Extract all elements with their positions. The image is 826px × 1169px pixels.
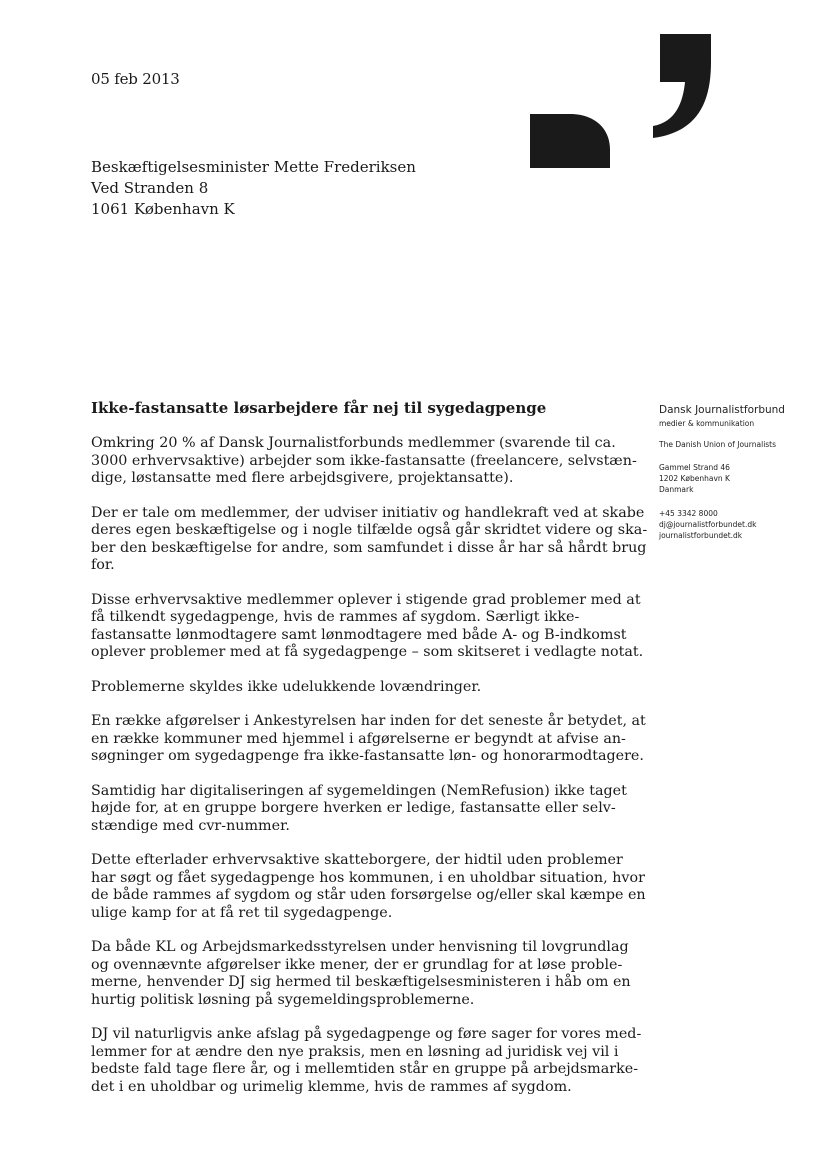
paragraph bbox=[91, 939, 631, 1009]
paragraph-line: bedste fald tage flere år, og i mellemtiden står en gruppe på arbejdsmarke- bbox=[91, 1061, 639, 1077]
paragraph-line: stændige med cvr-nummer. bbox=[91, 817, 290, 834]
sender-country: Danmark bbox=[659, 485, 694, 494]
paragraph-line: ulige kamp for at få ret til sygedagpenge. bbox=[91, 904, 393, 921]
recipient-address bbox=[91, 157, 416, 220]
paragraph-line: de både rammes af sygdom og står uden forsørgelse og/eller skal kæmpe en bbox=[91, 887, 646, 903]
paragraph-line: dige, løstansatte med flere arbejdsgivere, projektansatte). bbox=[91, 470, 514, 486]
recipient-name: Beskæftigelsesminister Mette Frederiksen bbox=[91, 158, 416, 176]
paragraph-line: Da både KL og Arbejdsmarkedsstyrelsen under henvisning til lovgrundlag bbox=[91, 939, 629, 955]
sender-english-name: The Danish Union of Journalists bbox=[659, 440, 777, 449]
sender-tagline: medier & kommunikation bbox=[659, 419, 755, 428]
paragraph-line: hurtig politisk løsning på sygemeldingsproblemerne. bbox=[91, 991, 475, 1008]
paragraph-line: Problemerne skyldes ikke udelukkende lovændringer. bbox=[91, 678, 482, 695]
paragraph-line: har søgt og fået sygedagpenge hos kommunen, i en uholdbar situation, hvor bbox=[91, 869, 645, 886]
paragraph-line: Disse erhvervsaktive medlemmer oplever i stigende grad problemer med at bbox=[91, 591, 641, 608]
paragraph-line: Omkring 20 % af Dansk Journalistforbunds medlemmer (svarende til ca. bbox=[91, 435, 616, 451]
sender-city: 1202 København K bbox=[659, 474, 730, 483]
paragraph-line: det i en uholdbar og urimelig klemme, hvis de rammes af sygdom. bbox=[91, 1078, 572, 1095]
sender-address bbox=[659, 462, 819, 495]
paragraph-line: Samtidig har digitaliseringen af sygemeldingen (NemRefusion) ikke taget bbox=[91, 782, 627, 799]
dj-logo bbox=[528, 32, 728, 172]
paragraph-line: for. bbox=[91, 557, 115, 573]
paragraph-line: ber den beskæftigelse for andre, som samfundet i disse år har så hårdt brug bbox=[91, 539, 647, 556]
paragraph-line: DJ vil naturligvis anke afslag på sygedagpenge og føre sager for vores med- bbox=[91, 1026, 642, 1042]
sender-website: journalistforbundet.dk bbox=[659, 531, 743, 540]
sender-info bbox=[659, 404, 819, 541]
recipient-city: 1061 København K bbox=[91, 200, 235, 218]
paragraph-line: lemmer for at ændre den nye praksis, men en løsning ad juridisk vej vil i bbox=[91, 1043, 619, 1060]
paragraph-line: og ovennævnte afgørelser ikke mener, der er grundlag for at løse proble- bbox=[91, 956, 623, 973]
paragraph-line: en række kommuner med hjemmel i afgørelserne er begyndt at afvise an- bbox=[91, 730, 626, 747]
letter-body bbox=[91, 399, 648, 1113]
sender-email: dj@journalistforbundet.dk bbox=[659, 520, 757, 529]
paragraph-line: Der er tale om medlemmer, der udviser initiativ og handlekraft ved at skabe bbox=[91, 504, 645, 521]
paragraph bbox=[91, 1026, 642, 1096]
dj-logo-j-shape bbox=[653, 34, 711, 138]
sender-org-name: Dansk Journalistforbund bbox=[659, 404, 785, 416]
paragraph-line: 3000 erhvervsaktive) arbejder som ikke-fastansatte (freelancere, selvstæn- bbox=[91, 452, 637, 469]
paragraph-line: få tilkendt sygedagpenge, hvis de rammes af sygdom. Særligt ikke- bbox=[91, 609, 580, 625]
paragraph bbox=[91, 713, 646, 766]
dj-logo-d-shape bbox=[530, 114, 610, 168]
paragraph bbox=[91, 591, 644, 662]
paragraph-line: En række afgørelser i Ankestyrelsen har inden for det seneste år betydet, at bbox=[91, 713, 646, 729]
paragraph bbox=[91, 852, 646, 922]
paragraph-line: merne, henvender DJ sig hermed til beskæftigelsesministeren i håb om en bbox=[91, 974, 631, 990]
paragraph-line: fastansatte lønmodtagere samt lønmodtagere med både A- og B-indkomst bbox=[91, 626, 627, 643]
paragraph-line: deres egen beskæftigelse og i nogle tilfælde også går skridtet videre og ska- bbox=[91, 522, 648, 538]
sender-phone: +45 3342 8000 bbox=[659, 509, 718, 518]
paragraph-line: søgninger om sygedagpenge fra ikke-fastansatte løn- og honorarmodtagere. bbox=[91, 748, 644, 764]
paragraph bbox=[91, 782, 627, 836]
paragraph-line: oplever problemer med at få sygedagpenge – som skitseret i vedlagte notat. bbox=[91, 644, 644, 660]
letter-title: Ikke-fastansatte løsarbejdere får nej til sygedagpenge bbox=[91, 399, 547, 417]
paragraph bbox=[91, 504, 648, 575]
paragraph-line: højde for, at en gruppe borgere hverken er ledige, fastansatte eller selv- bbox=[91, 800, 616, 816]
recipient-street: Ved Stranden 8 bbox=[91, 179, 209, 197]
paragraph bbox=[91, 679, 611, 697]
sender-contact bbox=[659, 508, 819, 541]
sender-street: Gammel Strand 46 bbox=[659, 463, 730, 472]
paragraph-line: Dette efterlader erhvervsaktive skatteborgere, der hidtil uden problemer bbox=[91, 852, 623, 868]
letter-date: 05 feb 2013 bbox=[91, 70, 180, 88]
paragraph bbox=[91, 435, 637, 488]
